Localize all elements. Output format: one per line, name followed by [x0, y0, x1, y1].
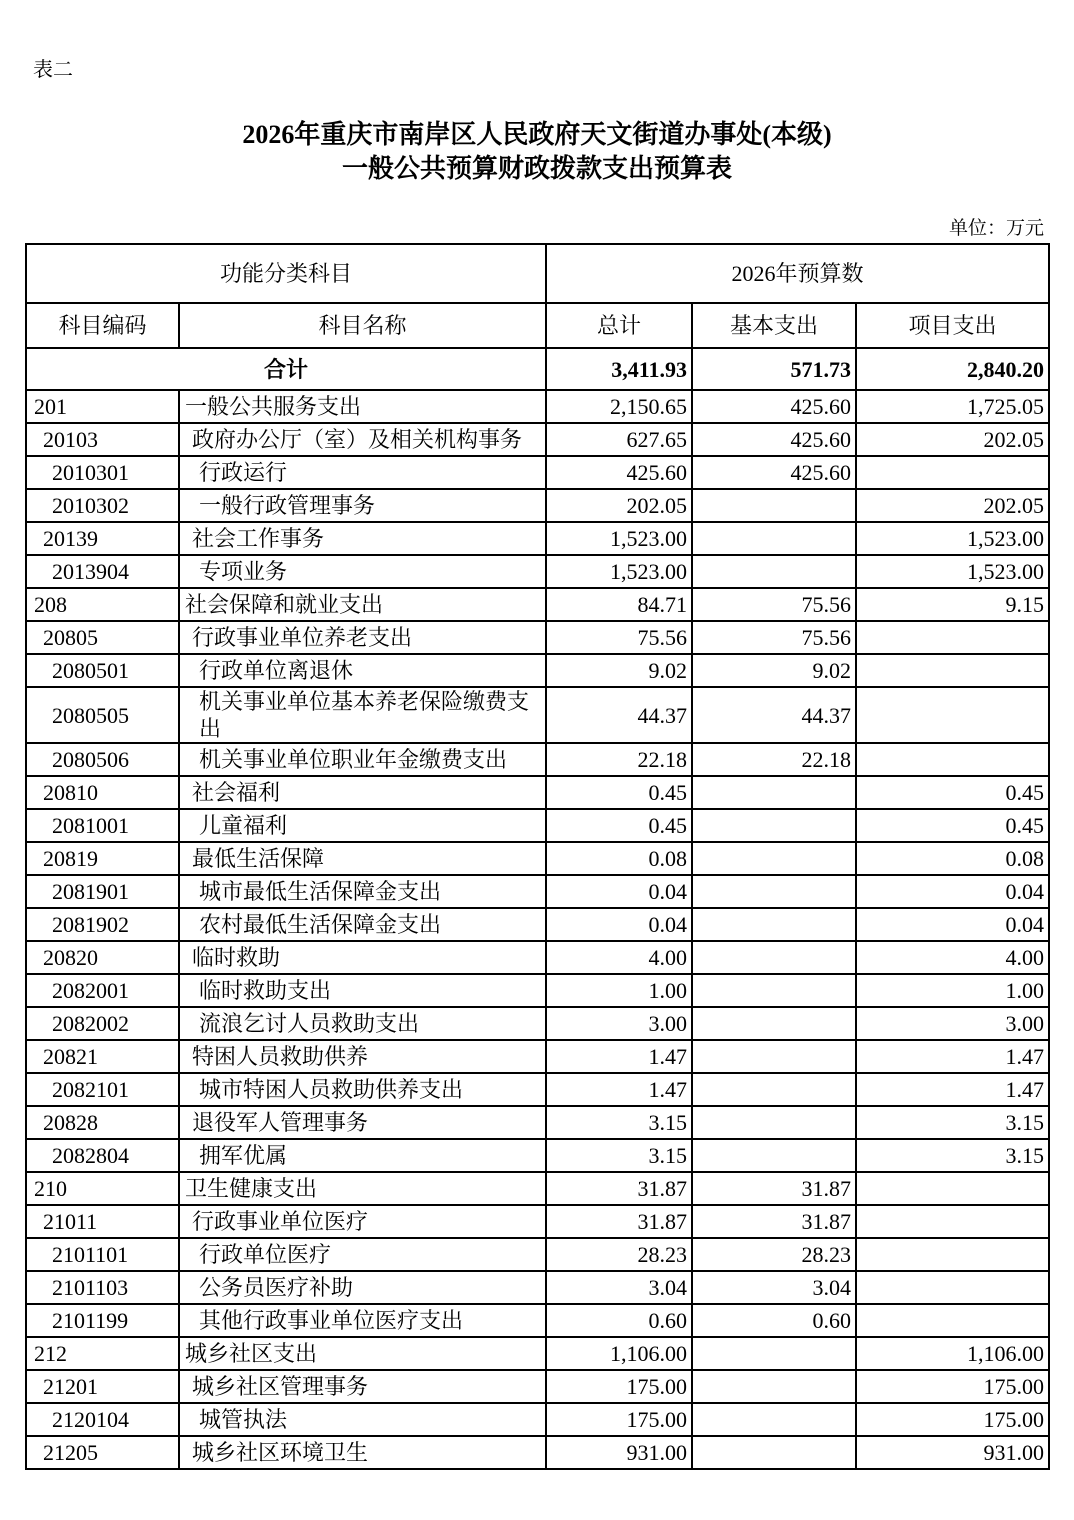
- total-cell: 175.00: [546, 1370, 692, 1403]
- header-subject-name: 科目名称: [179, 303, 546, 348]
- basic-expense-cell: 75.56: [692, 588, 856, 621]
- basic-expense-cell: [692, 489, 856, 522]
- subject-code-cell: 2082101: [26, 1073, 179, 1106]
- total-cell: 28.23: [546, 1238, 692, 1271]
- total-cell: 1,106.00: [546, 1337, 692, 1370]
- subject-code-cell: 21201: [26, 1370, 179, 1403]
- subject-code-cell: 2080501: [26, 654, 179, 687]
- project-expense-cell: 0.04: [856, 875, 1049, 908]
- header-row-columns: [26, 303, 1049, 348]
- subject-name-cell: 一般行政管理事务: [179, 489, 546, 522]
- table-row: [26, 555, 1049, 588]
- total-cell: 0.04: [546, 875, 692, 908]
- document-title: [0, 118, 1074, 186]
- total-cell: 1,523.00: [546, 522, 692, 555]
- project-expense-cell: 3.00: [856, 1007, 1049, 1040]
- subject-name-cell: 卫生健康支出: [179, 1172, 546, 1205]
- project-expense-cell: 1.47: [856, 1073, 1049, 1106]
- table-row: [26, 842, 1049, 875]
- project-expense-cell: 202.05: [856, 489, 1049, 522]
- subject-name-cell: 社会福利: [179, 776, 546, 809]
- subject-code-cell: 2081001: [26, 809, 179, 842]
- total-cell: 84.71: [546, 588, 692, 621]
- project-expense-cell: [856, 1205, 1049, 1238]
- project-expense-cell: [856, 743, 1049, 776]
- total-cell: 1.00: [546, 974, 692, 1007]
- subject-name-cell: 行政运行: [179, 456, 546, 489]
- subject-name-cell: 一般公共服务支出: [179, 390, 546, 423]
- total-cell: 3.15: [546, 1139, 692, 1172]
- subject-name-cell: 机关事业单位职业年金缴费支出: [179, 743, 546, 776]
- project-expense-cell: 0.08: [856, 842, 1049, 875]
- subject-name-cell: 临时救助支出: [179, 974, 546, 1007]
- subject-code-cell: 2082002: [26, 1007, 179, 1040]
- subject-name-cell: 行政单位医疗: [179, 1238, 546, 1271]
- project-expense-cell: [856, 1304, 1049, 1337]
- project-expense-cell: 0.45: [856, 809, 1049, 842]
- total-cell: 0.08: [546, 842, 692, 875]
- header-budget-year: 2026年预算数: [546, 244, 1049, 303]
- basic-expense-cell: [692, 1106, 856, 1139]
- basic-expense-cell: [692, 1337, 856, 1370]
- table-row: [26, 522, 1049, 555]
- subject-name-cell: 临时救助: [179, 941, 546, 974]
- subject-name-cell: 专项业务: [179, 555, 546, 588]
- total-cell: 202.05: [546, 489, 692, 522]
- subject-code-cell: 212: [26, 1337, 179, 1370]
- project-expense-cell: [856, 621, 1049, 654]
- header-project-expense: 项目支出: [856, 303, 1049, 348]
- basic-expense-cell: 44.37: [692, 687, 856, 743]
- subject-name-cell: 政府办公厅（室）及相关机构事务: [179, 423, 546, 456]
- project-expense-cell: [856, 1172, 1049, 1205]
- subject-code-cell: 208: [26, 588, 179, 621]
- table-row: [26, 1205, 1049, 1238]
- basic-expense-cell: 22.18: [692, 743, 856, 776]
- subject-code-cell: 20820: [26, 941, 179, 974]
- table-row: [26, 1106, 1049, 1139]
- total-cell: 3.04: [546, 1271, 692, 1304]
- grand-total-label: 合计: [26, 348, 546, 390]
- basic-expense-cell: 0.60: [692, 1304, 856, 1337]
- document-title-line1: 2026年重庆市南岸区人民政府天文街道办事处(本级): [242, 120, 832, 149]
- total-cell: 0.45: [546, 809, 692, 842]
- table-row: [26, 1172, 1049, 1205]
- subject-code-cell: 21011: [26, 1205, 179, 1238]
- basic-expense-cell: [692, 908, 856, 941]
- total-cell: 0.60: [546, 1304, 692, 1337]
- basic-expense-cell: [692, 1403, 856, 1436]
- project-expense-cell: 1,523.00: [856, 522, 1049, 555]
- subject-code-cell: 20810: [26, 776, 179, 809]
- basic-expense-cell: 75.56: [692, 621, 856, 654]
- header-basic-expense: 基本支出: [692, 303, 856, 348]
- table-row: [26, 1271, 1049, 1304]
- budget-table-header: [26, 244, 1049, 348]
- subject-name-cell: 城乡社区支出: [179, 1337, 546, 1370]
- project-expense-cell: 0.45: [856, 776, 1049, 809]
- basic-expense-cell: [692, 1436, 856, 1469]
- subject-name-cell: 退役军人管理事务: [179, 1106, 546, 1139]
- subject-code-cell: 2120104: [26, 1403, 179, 1436]
- table-row: [26, 1337, 1049, 1370]
- total-cell: 425.60: [546, 456, 692, 489]
- subject-code-cell: 2010301: [26, 456, 179, 489]
- project-expense-cell: 1.00: [856, 974, 1049, 1007]
- project-expense-cell: 1,106.00: [856, 1337, 1049, 1370]
- project-expense-cell: 1,725.05: [856, 390, 1049, 423]
- header-row-group: [26, 244, 1049, 303]
- basic-expense-cell: [692, 522, 856, 555]
- grand-total-project: 2,840.20: [856, 348, 1049, 390]
- grand-total-total: 3,411.93: [546, 348, 692, 390]
- budget-table: [25, 243, 1050, 1470]
- subject-name-cell: 农村最低生活保障金支出: [179, 908, 546, 941]
- header-subject-code: 科目编码: [26, 303, 179, 348]
- table-row: [26, 390, 1049, 423]
- project-expense-cell: 1.47: [856, 1040, 1049, 1073]
- basic-expense-cell: [692, 941, 856, 974]
- subject-code-cell: 2082804: [26, 1139, 179, 1172]
- subject-code-cell: 2101101: [26, 1238, 179, 1271]
- basic-expense-cell: [692, 974, 856, 1007]
- subject-name-cell: 社会保障和就业支出: [179, 588, 546, 621]
- subject-code-cell: 2082001: [26, 974, 179, 1007]
- project-expense-cell: 0.04: [856, 908, 1049, 941]
- total-cell: 31.87: [546, 1205, 692, 1238]
- subject-name-cell: 城乡社区管理事务: [179, 1370, 546, 1403]
- table-row: [26, 776, 1049, 809]
- grand-total-basic: 571.73: [692, 348, 856, 390]
- subject-code-cell: 2101103: [26, 1271, 179, 1304]
- subject-code-cell: 2081902: [26, 908, 179, 941]
- subject-name-cell: 行政单位离退休: [179, 654, 546, 687]
- project-expense-cell: [856, 1238, 1049, 1271]
- basic-expense-cell: 425.60: [692, 390, 856, 423]
- subject-name-cell: 最低生活保障: [179, 842, 546, 875]
- unit-note: 单位：万元: [948, 218, 1044, 239]
- basic-expense-cell: [692, 555, 856, 588]
- subject-code-cell: 2080506: [26, 743, 179, 776]
- basic-expense-cell: 28.23: [692, 1238, 856, 1271]
- subject-code-cell: 20139: [26, 522, 179, 555]
- document-title-line2: 一般公共预算财政拨款支出预算表: [341, 154, 732, 183]
- total-cell: 31.87: [546, 1172, 692, 1205]
- total-cell: 44.37: [546, 687, 692, 743]
- subject-name-cell: 机关事业单位基本养老保险缴费支出: [179, 687, 546, 743]
- subject-code-cell: 21205: [26, 1436, 179, 1469]
- project-expense-cell: 3.15: [856, 1139, 1049, 1172]
- subject-code-cell: 2081901: [26, 875, 179, 908]
- project-expense-cell: 175.00: [856, 1403, 1049, 1436]
- table-row: [26, 456, 1049, 489]
- total-cell: 2,150.65: [546, 390, 692, 423]
- table-row: [26, 423, 1049, 456]
- basic-expense-cell: [692, 776, 856, 809]
- subject-code-cell: 210: [26, 1172, 179, 1205]
- total-cell: 3.15: [546, 1106, 692, 1139]
- table-row: [26, 809, 1049, 842]
- table-row: [26, 1139, 1049, 1172]
- table-row: [26, 1304, 1049, 1337]
- subject-code-cell: 2010302: [26, 489, 179, 522]
- project-expense-cell: 9.15: [856, 588, 1049, 621]
- total-cell: 75.56: [546, 621, 692, 654]
- table-row: [26, 588, 1049, 621]
- total-cell: 627.65: [546, 423, 692, 456]
- table-row: [26, 1436, 1049, 1469]
- table-row: [26, 621, 1049, 654]
- total-cell: 1,523.00: [546, 555, 692, 588]
- subject-name-cell: 城市最低生活保障金支出: [179, 875, 546, 908]
- subject-name-cell: 行政事业单位医疗: [179, 1205, 546, 1238]
- total-cell: 931.00: [546, 1436, 692, 1469]
- subject-name-cell: 公务员医疗补助: [179, 1271, 546, 1304]
- basic-expense-cell: 425.60: [692, 423, 856, 456]
- table-row: [26, 1007, 1049, 1040]
- basic-expense-cell: [692, 809, 856, 842]
- table-row: [26, 489, 1049, 522]
- project-expense-cell: 931.00: [856, 1436, 1049, 1469]
- basic-expense-cell: 425.60: [692, 456, 856, 489]
- total-cell: 9.02: [546, 654, 692, 687]
- table-row: [26, 654, 1049, 687]
- subject-name-cell: 城市特困人员救助供养支出: [179, 1073, 546, 1106]
- subject-name-cell: 社会工作事务: [179, 522, 546, 555]
- total-cell: 4.00: [546, 941, 692, 974]
- subject-code-cell: 20103: [26, 423, 179, 456]
- table-row: [26, 941, 1049, 974]
- total-cell: 22.18: [546, 743, 692, 776]
- table-row: [26, 1238, 1049, 1271]
- basic-expense-cell: 31.87: [692, 1172, 856, 1205]
- table-row: [26, 743, 1049, 776]
- subject-code-cell: 201: [26, 390, 179, 423]
- subject-code-cell: 20819: [26, 842, 179, 875]
- subject-name-cell: 行政事业单位养老支出: [179, 621, 546, 654]
- basic-expense-cell: [692, 1139, 856, 1172]
- subject-name-cell: 特困人员救助供养: [179, 1040, 546, 1073]
- subject-name-cell: 其他行政事业单位医疗支出: [179, 1304, 546, 1337]
- header-function-category: 功能分类科目: [26, 244, 546, 303]
- project-expense-cell: 1,523.00: [856, 555, 1049, 588]
- project-expense-cell: [856, 687, 1049, 743]
- subject-name-cell: 流浪乞讨人员救助支出: [179, 1007, 546, 1040]
- header-total: 总计: [546, 303, 692, 348]
- subject-name-cell: 城乡社区环境卫生: [179, 1436, 546, 1469]
- basic-expense-cell: [692, 1073, 856, 1106]
- subject-name-cell: 儿童福利: [179, 809, 546, 842]
- subject-name-cell: 拥军优属: [179, 1139, 546, 1172]
- basic-expense-cell: 31.87: [692, 1205, 856, 1238]
- table-label: 表二: [33, 59, 73, 81]
- grand-total-row: [26, 348, 1049, 390]
- table-row: [26, 974, 1049, 1007]
- total-cell: 3.00: [546, 1007, 692, 1040]
- project-expense-cell: 4.00: [856, 941, 1049, 974]
- total-cell: 0.45: [546, 776, 692, 809]
- subject-code-cell: 2080505: [26, 687, 179, 743]
- subject-name-cell: 城管执法: [179, 1403, 546, 1436]
- table-row: [26, 1403, 1049, 1436]
- basic-expense-cell: [692, 1040, 856, 1073]
- table-row: [26, 1040, 1049, 1073]
- table-row: [26, 1370, 1049, 1403]
- budget-table-body: [26, 348, 1049, 1469]
- subject-code-cell: 20821: [26, 1040, 179, 1073]
- basic-expense-cell: [692, 1370, 856, 1403]
- project-expense-cell: 3.15: [856, 1106, 1049, 1139]
- basic-expense-cell: [692, 1007, 856, 1040]
- project-expense-cell: [856, 654, 1049, 687]
- basic-expense-cell: 9.02: [692, 654, 856, 687]
- basic-expense-cell: [692, 842, 856, 875]
- table-row: [26, 687, 1049, 743]
- project-expense-cell: [856, 1271, 1049, 1304]
- subject-code-cell: 2013904: [26, 555, 179, 588]
- total-cell: 1.47: [546, 1073, 692, 1106]
- table-row: [26, 1073, 1049, 1106]
- project-expense-cell: [856, 456, 1049, 489]
- subject-code-cell: 2101199: [26, 1304, 179, 1337]
- basic-expense-cell: 3.04: [692, 1271, 856, 1304]
- table-row: [26, 875, 1049, 908]
- project-expense-cell: 175.00: [856, 1370, 1049, 1403]
- subject-code-cell: 20805: [26, 621, 179, 654]
- total-cell: 1.47: [546, 1040, 692, 1073]
- total-cell: 0.04: [546, 908, 692, 941]
- basic-expense-cell: [692, 875, 856, 908]
- project-expense-cell: 202.05: [856, 423, 1049, 456]
- subject-code-cell: 20828: [26, 1106, 179, 1139]
- total-cell: 175.00: [546, 1403, 692, 1436]
- table-row: [26, 908, 1049, 941]
